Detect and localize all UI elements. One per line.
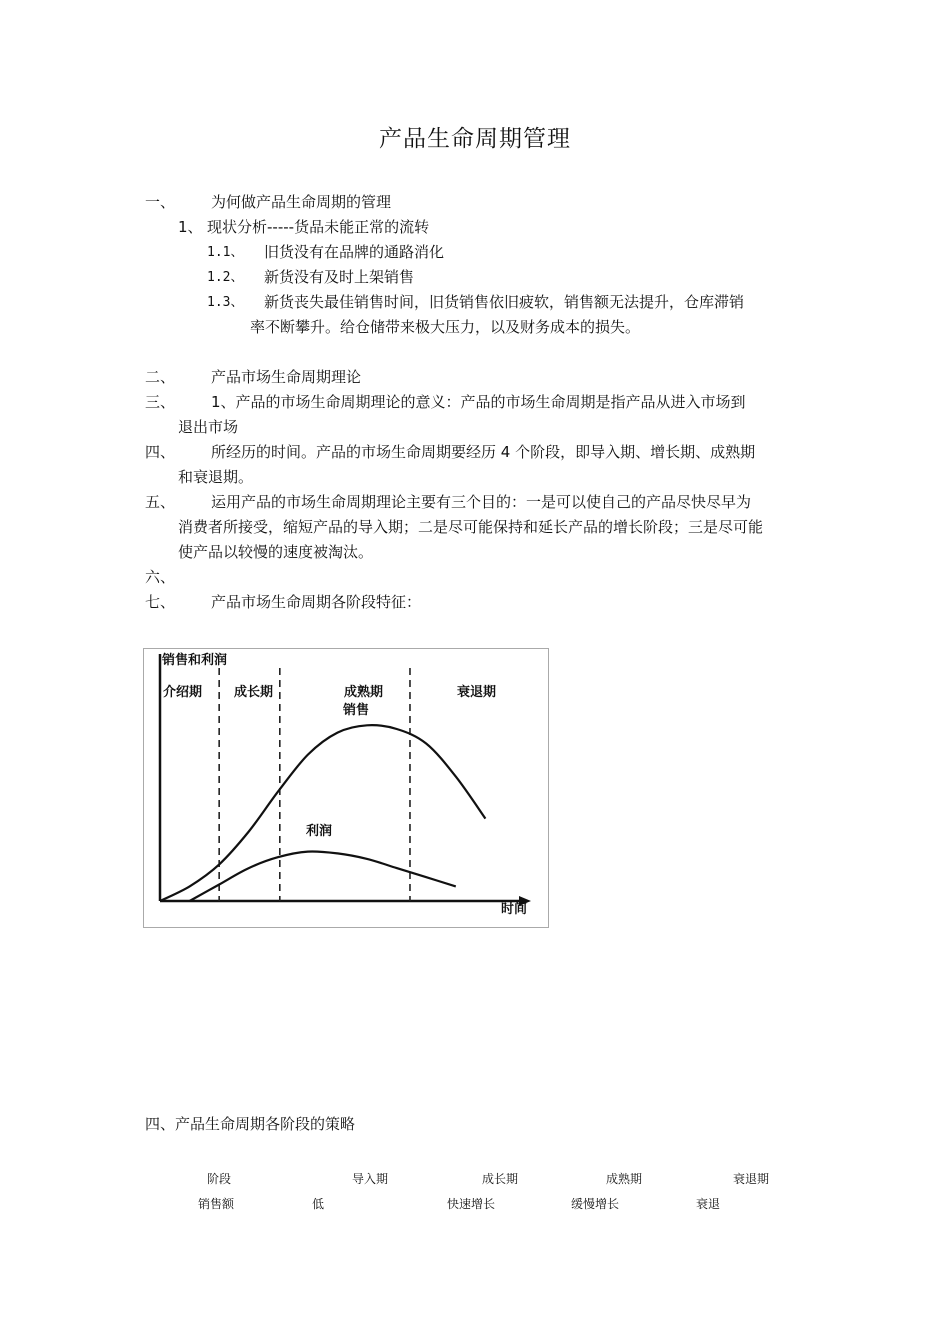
section-3-text-continued: 退出市场 (178, 418, 239, 436)
page-title: 产品生命周期管理 (379, 126, 571, 152)
stage-label: 介绍期 (163, 685, 203, 700)
section-3-text: 1、产品的市场生命周期理论的意义：产品的市场生命周期是指产品从进入市场到 (211, 393, 746, 411)
table-cell: 衰退 (696, 1197, 721, 1211)
subsection-1-mark: 1、 (178, 218, 203, 236)
item-text-continued: 率不断攀升。给仓储带来极大压力，以及财务成本的损失。 (250, 318, 641, 336)
stage-label: 成熟期 (344, 685, 384, 700)
subsection-1-heading: 现状分析-----货品未能正常的流转 (207, 218, 430, 236)
table-header-cell: 衰退期 (733, 1172, 770, 1186)
item-text: 新货没有及时上架销售 (264, 268, 415, 286)
section-4-text: 所经历的时间。产品的市场生命周期要经历 4 个阶段，即导入期、增长期、成熟期 (211, 443, 756, 461)
product-lifecycle-chart (143, 648, 549, 928)
item-number: 1.3、 (207, 295, 244, 310)
chart-canvas (143, 648, 549, 928)
section-7-heading: 产品市场生命周期各阶段特征： (211, 593, 422, 611)
series-label: 销售 (343, 703, 370, 718)
item-text: 新货丧失最佳销售时间，旧货销售依旧疲软，销售额无法提升，仓库滞销 (264, 293, 745, 311)
table-cell: 销售额 (198, 1197, 235, 1211)
stage-label: 衰退期 (457, 685, 497, 700)
section-5-text-continued: 消费者所接受，缩短产品的导入期；二是尽可能保持和延长产品的增长阶段；三是尽可能 (178, 518, 764, 536)
table-header-cell: 成熟期 (606, 1172, 643, 1186)
section-5-text: 运用产品的市场生命周期理论主要有三个目的：一是可以使自己的产品尽快尽早为 (211, 493, 752, 511)
section-strategy-heading: 四、产品生命周期各阶段的策略 (145, 1115, 356, 1133)
series-label: 利润 (306, 824, 333, 839)
section-2-mark: 二、 (145, 368, 176, 386)
table-cell: 快速增长 (447, 1197, 496, 1211)
section-1-mark: 一、 (145, 193, 176, 211)
section-5-mark: 五、 (145, 493, 176, 511)
stage-label: 成长期 (234, 685, 274, 700)
item-number: 1.2、 (207, 270, 244, 285)
section-4-mark: 四、 (145, 443, 176, 461)
section-3-mark: 三、 (145, 393, 176, 411)
table-header-cell: 成长期 (482, 1172, 519, 1186)
item-text: 旧货没有在品牌的通路消化 (264, 243, 445, 261)
section-7-mark: 七、 (145, 593, 176, 611)
table-cell: 低 (312, 1197, 325, 1211)
section-6-mark: 六、 (145, 568, 176, 586)
section-5-text-continued: 使产品以较慢的速度被淘汰。 (178, 543, 374, 561)
section-4-text-continued: 和衰退期。 (178, 468, 254, 486)
item-number: 1.1、 (207, 245, 244, 260)
y-axis-label: 销售和利润 (162, 653, 228, 668)
table-header-cell: 导入期 (352, 1172, 389, 1186)
section-1-heading: 为何做产品生命周期的管理 (211, 193, 392, 211)
section-2-heading: 产品市场生命周期理论 (211, 368, 362, 386)
x-axis-label: 时间 (501, 902, 528, 917)
table-header-cell: 阶段 (207, 1172, 232, 1186)
table-cell: 缓慢增长 (571, 1197, 620, 1211)
